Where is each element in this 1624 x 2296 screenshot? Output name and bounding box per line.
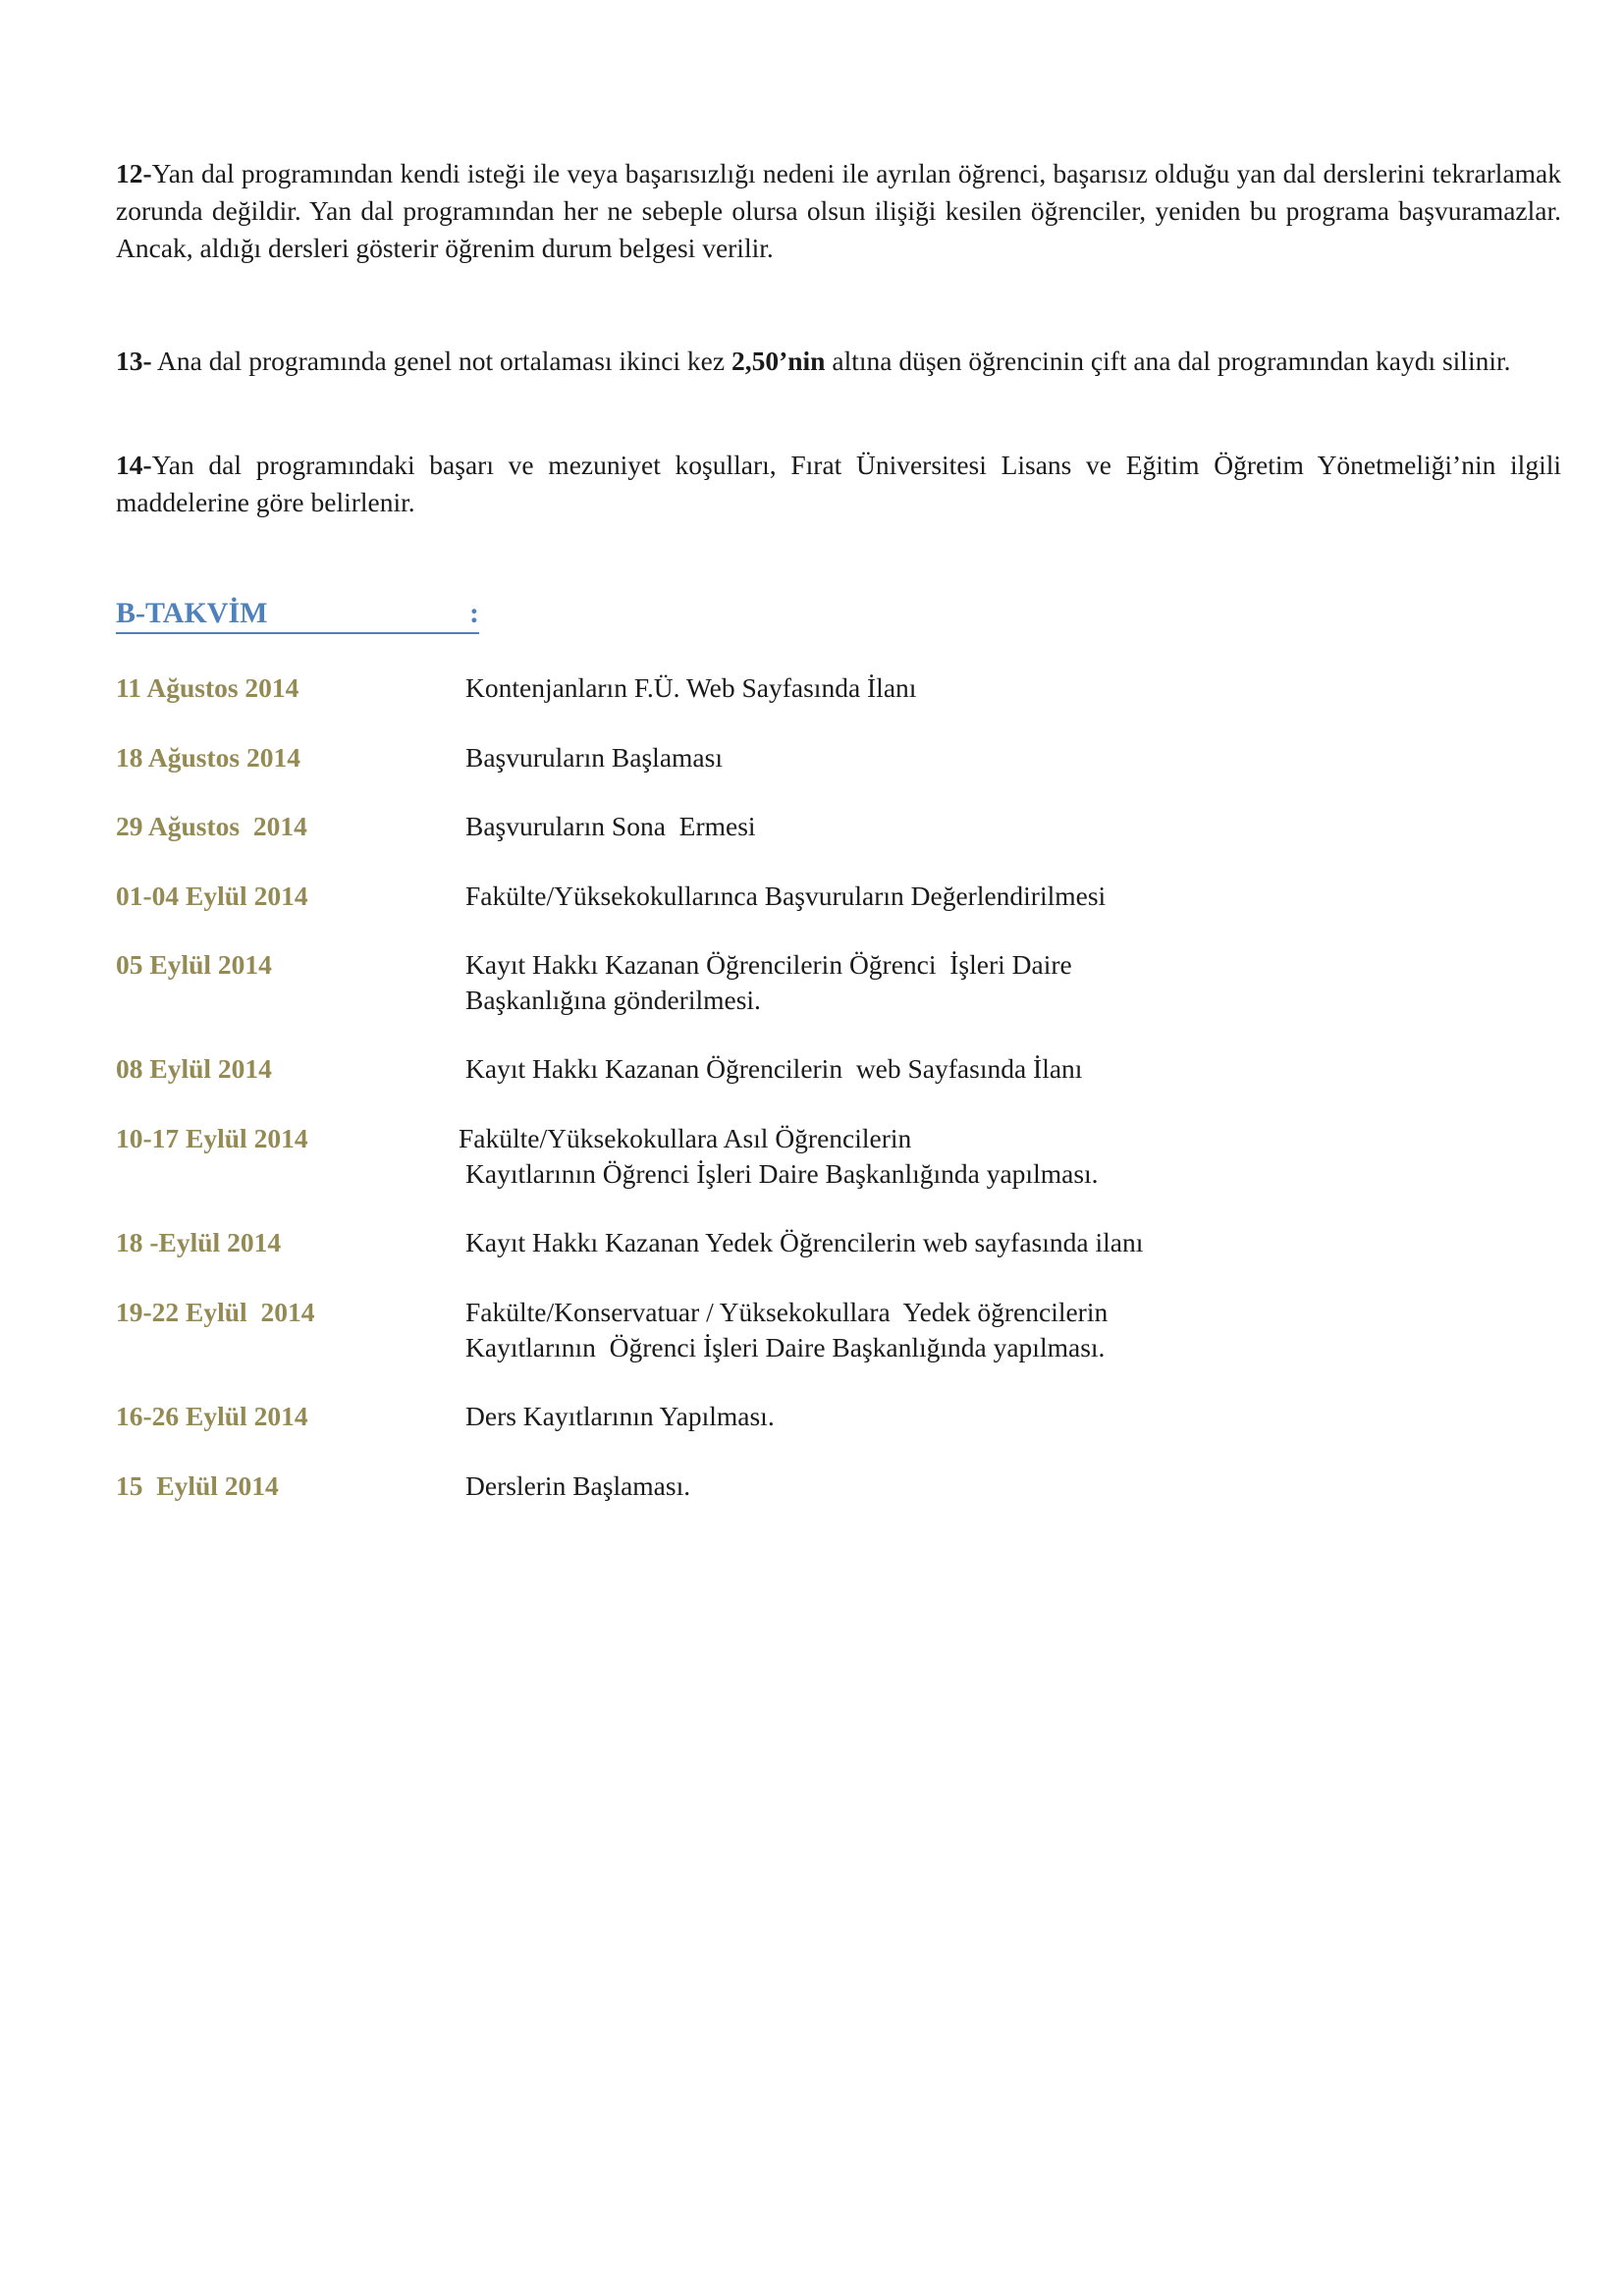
calendar-description-line: Kayıt Hakkı Kazanan Yedek Öğrencilerin web sayfasında ilanı <box>465 1227 1144 1257</box>
calendar-description <box>465 670 1545 706</box>
calendar-description-line: Fakülte/Yüksekokullarınca Başvuruların Değerlendirilmesi <box>465 881 1107 911</box>
calendar-description-line: Başvuruların Başlaması <box>465 742 723 773</box>
paragraph-13-bold-value: 2,50’nin <box>731 346 826 376</box>
calendar-date: 10-17 Eylül 2014 <box>116 1123 308 1153</box>
calendar-description-line: Başvuruların Sona Ermesi <box>465 811 756 841</box>
calendar-description-line: Kayıtlarının Öğrenci İşleri Daire Başkanlığında yapılması. <box>465 1158 1099 1189</box>
calendar-description-line: Kayıt Hakkı Kazanan Öğrencilerin Öğrenci İşleri Daire <box>465 949 1072 980</box>
calendar-description-line: Ders Kayıtlarının Yapılması. <box>465 1401 775 1431</box>
calendar-description-line: Kontenjanların F.Ü. Web Sayfasında İlanı <box>465 672 917 703</box>
calendar-heading-colon: : <box>469 597 479 629</box>
calendar-description-line: Derslerin Başlaması. <box>465 1470 691 1501</box>
calendar-date: 15 Eylül 2014 <box>116 1470 279 1501</box>
paragraph-12 <box>116 155 1561 267</box>
calendar-description-line: Fakülte/Konservatuar / Yüksekokullara Yedek öğrencilerin <box>465 1297 1109 1327</box>
calendar-date: 05 Eylül 2014 <box>116 949 272 980</box>
paragraph-13-number: 13- <box>116 346 152 376</box>
calendar-date: 11 Ağustos 2014 <box>116 672 299 703</box>
paragraph-14 <box>116 447 1561 521</box>
paragraph-14-number: 14- <box>116 450 152 480</box>
calendar-description <box>459 1121 1539 1192</box>
calendar-description <box>465 1295 1545 1365</box>
paragraph-12-number: 12- <box>116 158 152 188</box>
calendar-description <box>465 947 1545 1018</box>
paragraph-12-text: Yan dal programından kendi isteği ile veya başarısızlığı nedeni ile ayrılan öğrenci, başarısız olduğu yan dal derslerini tekrarlamak zorunda değildir. Yan dal programından her ne sebeple olursa olsun ilişiği kesilen öğrenciler, yeniden bu programa başvuramazlar. Ancak, aldığı dersleri gösterir öğrenim durum belgesi verilir. <box>116 158 1561 263</box>
calendar-description <box>465 1468 1545 1504</box>
calendar-date: 29 Ağustos 2014 <box>116 811 307 841</box>
calendar-description-line: Kayıt Hakkı Kazanan Öğrencilerin web Sayfasında İlanı <box>465 1053 1083 1084</box>
calendar-date: 18 Ağustos 2014 <box>116 742 300 773</box>
calendar-date: 18 -Eylül 2014 <box>116 1227 282 1257</box>
calendar-description <box>465 809 1545 844</box>
calendar-description <box>465 1399 1545 1434</box>
calendar-description-line: Kayıtlarının Öğrenci İşleri Daire Başkanlığında yapılması. <box>465 1332 1106 1362</box>
calendar-date: 19-22 Eylül 2014 <box>116 1297 315 1327</box>
paragraph-13 <box>116 343 1561 380</box>
paragraph-14-text: Yan dal programındaki başarı ve mezuniyet koşulları, Fırat Üniversitesi Lisans ve Eğitim Öğretim Yönetmeliği’nin ilgili maddelerine göre belirlenir. <box>116 450 1561 517</box>
calendar-heading <box>116 594 479 634</box>
calendar-description <box>465 879 1545 914</box>
calendar-date: 16-26 Eylül 2014 <box>116 1401 308 1431</box>
paragraph-13-text-before: Ana dal programında genel not ortalaması ikinci kez <box>151 346 731 376</box>
calendar-description-line: Başkanlığına gönderilmesi. <box>465 985 761 1015</box>
calendar-description <box>465 1051 1545 1087</box>
calendar-heading-text: B-TAKVİM <box>116 597 268 629</box>
calendar-date: 01-04 Eylül 2014 <box>116 881 308 911</box>
paragraph-13-text-after: altına düşen öğrencinin çift ana dal programından kaydı silinir. <box>825 346 1511 376</box>
calendar-date: 08 Eylül 2014 <box>116 1053 272 1084</box>
calendar-description <box>465 740 1545 775</box>
calendar-description <box>465 1225 1545 1260</box>
calendar-description-line: Fakülte/Yüksekokullara Asıl Öğrencilerin <box>459 1123 912 1153</box>
